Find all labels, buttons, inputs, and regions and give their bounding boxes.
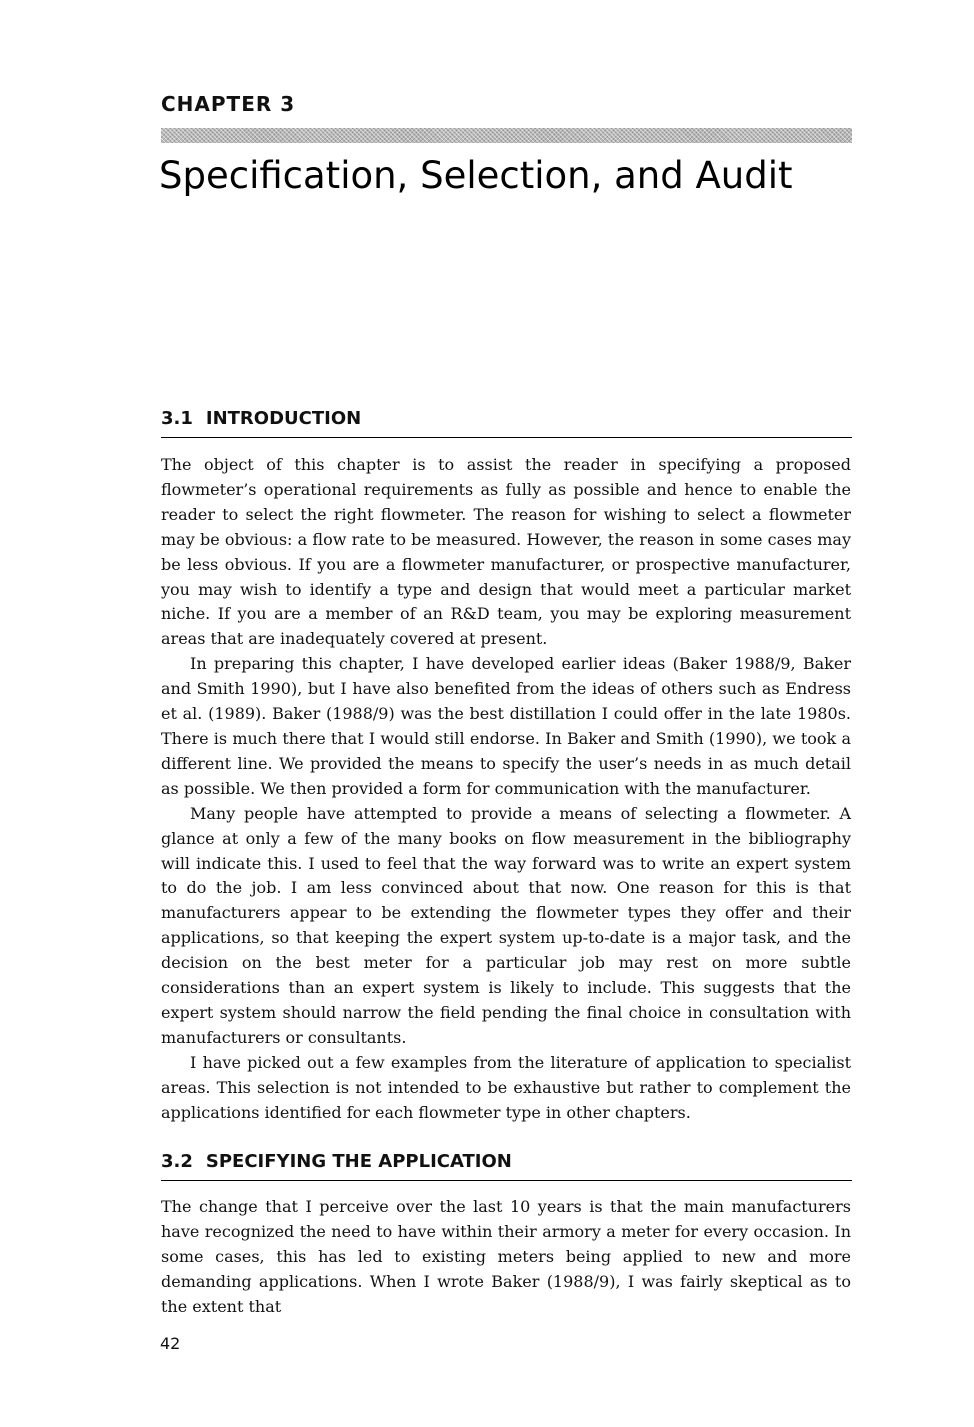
section-number: 3.2 (161, 1151, 193, 1172)
section-rule (161, 1180, 852, 1181)
section-body-specifying-the-application (161, 1195, 851, 1320)
section-rule (161, 437, 852, 438)
section-heading-specifying-the-application (161, 1151, 512, 1173)
paragraph: I have picked out a few examples from the literature of application to specialist areas. This selection is not intended to be exhaustive but rather to complement the applications identified for each flowmeter type in other chapters. (161, 1052, 851, 1122)
chapter-label: CHAPTER 3 (161, 92, 296, 116)
paragraph: The change that I perceive over the last 10 years is that the main manufacturers have recognized the need to have within their armory a meter for every occasion. In some cases, this has led to existing meters being applied to new and more demanding applications. When I wrote Baker (1988/9), I was fairly skeptical as to the extent that (161, 1197, 851, 1316)
section-title: INTRODUCTION (205, 408, 362, 429)
paragraph: In preparing this chapter, I have developed earlier ideas (Baker 1988/9, Baker and Smith 1990), but I have also benefited from the ideas of others such as Endress et al. (1989). Baker (1988/9) was the best distillation I could offer in the late 1980s. There is much there that I would still endorse. In Baker and Smith (1990), we took a different line. We provided the means to specify the user’s needs in as much detail as possible. We then provided a form for communication with the manufacturer. (161, 654, 851, 798)
section-heading-introduction (161, 408, 361, 430)
section-title: SPECIFYING THE APPLICATION (205, 1151, 512, 1172)
chapter-title: Specification, Selection, and Audit (159, 154, 793, 197)
section-number: 3.1 (161, 408, 193, 429)
chapter-title-rule (161, 128, 852, 143)
page-number: 42 (160, 1334, 181, 1353)
paragraph: Many people have attempted to provide a means of selecting a flowmeter. A glance at only a few of the many books on flow measurement in the bibliography will indicate this. I used to feel that the way forward was to write an expert system to do the job. I am less convinced about that now. One reason for this is that manufacturers appear to be extending the flowmeter types they offer and their applications, so that keeping the expert system up-to-date is a major task, and the decision on the best meter for a particular job may rest on more subtle considerations than an expert system is likely to include. This suggests that the expert system should narrow the field pending the final choice in consultation with manufacturers or consultants. (161, 803, 851, 1047)
section-body-introduction (161, 453, 851, 1125)
paragraph: The object of this chapter is to assist the reader in specifying a proposed flowmeter’s operational requirements as fully as possible and hence to enable the reader to select the right flowmeter. The reason for wishing to select a flowmeter may be obvious: a flow rate to be measured. However, the reason in some cases may be less obvious. If you are a flowmeter manufacturer, or prospective manufacturer, you may wish to identify a type and design that would meet a particular market niche. If you are a member of an R&D team, you may be exploring measurement areas that are inadequately covered at present. (161, 455, 851, 649)
